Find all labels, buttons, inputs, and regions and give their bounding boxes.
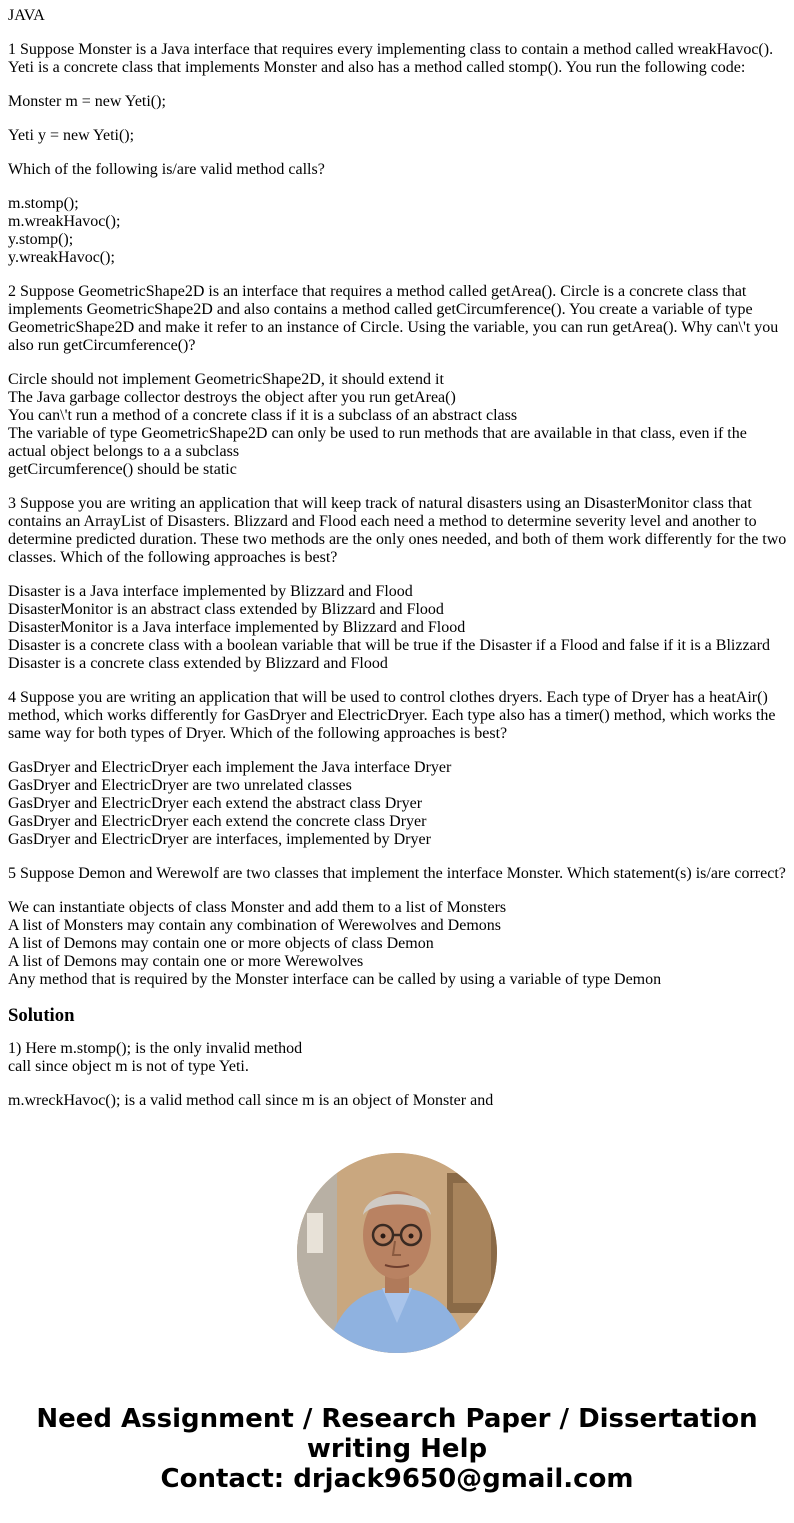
q1-option: y.stomp(); <box>8 231 74 248</box>
q2-options <box>8 371 788 479</box>
q5-text: 5 Suppose Demon and Werewolf are two classes that implement the interface Monster. Which statement(s) is/are correct? <box>8 865 786 882</box>
q2-option: getCircumference() should be static <box>8 461 237 478</box>
doc-title: JAVA <box>8 7 45 24</box>
q1-option: m.wreakHavoc(); <box>8 213 121 230</box>
q2-option: Circle should not implement GeometricShape2D, it should extend it <box>8 371 444 388</box>
q5-option: We can instantiate objects of class Monster and add them to a list of Monsters <box>8 899 507 916</box>
solution-line: 1) Here m.stomp(); is the only invalid method <box>8 1040 303 1057</box>
q2-text: 2 Suppose GeometricShape2D is an interface that requires a method called getArea(). Circle is a concrete class that implements GeometricShape2D and also contains a method called getCircumference(). You create a variable of type GeometricShape2D and make it refer to an instance of Circle. Using the variable, you can run getArea(). Why can\'t you also run getCircumference()? <box>8 283 779 354</box>
q5-options <box>8 899 788 989</box>
q5-option: A list of Demons may contain one or more Werewolves <box>8 953 364 970</box>
q3-text: 3 Suppose you are writing an application that will keep track of natural disasters using an DisasterMonitor class that contains an ArrayList of Disasters. Blizzard and Flood each need a method to determine severity level and another to determine predicted duration. These two methods are the only ones needed, and both of them work differently for the two classes. Which of the following approaches is best? <box>8 495 787 566</box>
q3-option: Disaster is a concrete class with a boolean variable that will be true if the Disaster if a Flood and false if it is a Blizzard <box>8 637 770 654</box>
q2-option: The variable of type GeometricShape2D can only be used to run methods that are available in that class, even if the actual object belongs to a a subclass <box>8 425 747 460</box>
q5-option: A list of Monsters may contain any combination of Werewolves and Demons <box>8 917 501 934</box>
promo-banner-line: Need Assignment / Research Paper / Dissertation <box>36 1404 758 1434</box>
q2-option: You can\'t run a method of a concrete class if it is a subclass of an abstract class <box>8 407 518 424</box>
q1-code-line-1: Monster m = new Yeti(); <box>8 93 166 110</box>
q4-text: 4 Suppose you are writing an application that will be used to control clothes dryers. Each type of Dryer has a heatAir() method, which works differently for GasDryer and ElectricDryer. Each type also has a timer() method, which works the same way for both types of Dryer. Which of the following approaches is best? <box>8 689 776 742</box>
solution-line-3: m.wreckHavoc(); is a valid method call since m is an object of Monster and <box>8 1092 494 1109</box>
q5-option: A list of Demons may contain one or more objects of class Demon <box>8 935 434 952</box>
author-portrait-image <box>297 1153 497 1353</box>
q1-prompt: Which of the following is/are valid method calls? <box>8 161 325 178</box>
q4-option: GasDryer and ElectricDryer each extend the concrete class Dryer <box>8 813 427 830</box>
solution-heading: Solution <box>8 1005 75 1026</box>
solution-paragraph <box>8 1040 788 1076</box>
promo-banner <box>0 1404 794 1494</box>
author-avatar <box>297 1153 497 1353</box>
q4-option: GasDryer and ElectricDryer each extend the abstract class Dryer <box>8 795 423 812</box>
q4-option: GasDryer and ElectricDryer are interfaces, implemented by Dryer <box>8 831 431 848</box>
q4-option: GasDryer and ElectricDryer each implement the Java interface Dryer <box>8 759 452 776</box>
q3-option: DisasterMonitor is a Java interface implemented by Blizzard and Flood <box>8 619 466 636</box>
q1-option: m.stomp(); <box>8 195 79 212</box>
q1-code-line-2: Yeti y = new Yeti(); <box>8 127 135 144</box>
promo-contact-line: Contact: drjack9650@gmail.com <box>160 1464 634 1494</box>
q3-option: DisasterMonitor is an abstract class extended by Blizzard and Flood <box>8 601 444 618</box>
q3-option: Disaster is a Java interface implemented by Blizzard and Flood <box>8 583 413 600</box>
promo-banner-line: writing Help <box>306 1434 488 1464</box>
q3-options <box>8 583 788 673</box>
q5-option: Any method that is required by the Monster interface can be called by using a variable of type Demon <box>8 971 662 988</box>
q3-option: Disaster is a concrete class extended by Blizzard and Flood <box>8 655 388 672</box>
q4-options <box>8 759 788 849</box>
document-body <box>8 7 788 1126</box>
q1-options <box>8 195 788 267</box>
q4-option: GasDryer and ElectricDryer are two unrelated classes <box>8 777 352 794</box>
solution-line: call since object m is not of type Yeti. <box>8 1058 249 1075</box>
q1-option: y.wreakHavoc(); <box>8 249 115 266</box>
q1-text: 1 Suppose Monster is a Java interface that requires every implementing class to contain a method called wreakHavoc(). Yeti is a concrete class that implements Monster and also has a method called stomp(). You run the following code: <box>8 41 774 76</box>
q2-option: The Java garbage collector destroys the object after you run getArea() <box>8 389 456 406</box>
